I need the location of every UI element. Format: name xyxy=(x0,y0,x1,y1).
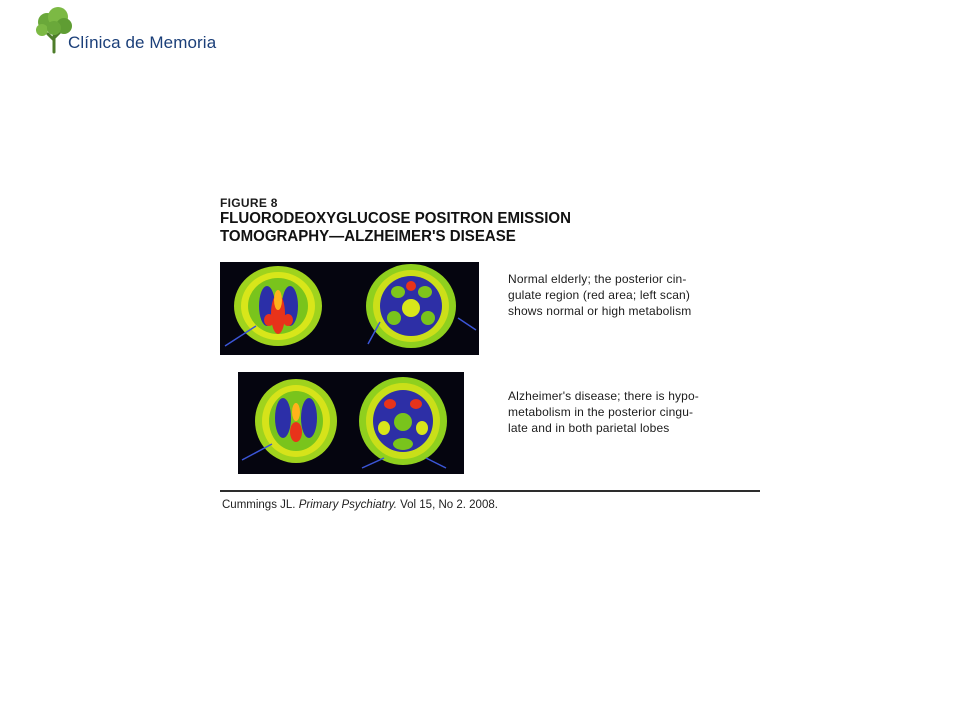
figure-card xyxy=(210,188,772,526)
pet-scan-image xyxy=(238,372,464,474)
clinic-name: Clínica de Memoria xyxy=(68,33,217,52)
citation-details: Vol 15, No 2. 2008. xyxy=(400,499,498,511)
caption-line: Normal elderly; the posterior cin- xyxy=(508,272,687,286)
caption-line: metabolism in the posterior cingu- xyxy=(508,405,694,419)
caption-alzheimers xyxy=(508,388,763,436)
caption-line: Alzheimer's disease; there is hypo- xyxy=(508,389,699,403)
figure-title xyxy=(220,210,643,246)
caption-line: gulate region (red area; left scan) xyxy=(508,288,691,302)
pet-scan-image xyxy=(220,262,479,355)
figure-title-line: FLUORODEOXYGLUCOSE POSITRON EMISSION xyxy=(220,210,571,227)
figure-title-line: TOMOGRAPHY—ALZHEIMER'S DISEASE xyxy=(220,228,516,245)
clinic-logo xyxy=(30,6,260,58)
citation-journal: Primary Psychiatry. xyxy=(298,499,397,511)
figure-divider xyxy=(220,490,760,492)
caption-normal-elderly xyxy=(508,271,763,319)
pet-scan-normal-elderly xyxy=(220,262,479,355)
caption-line: shows normal or high metabolism xyxy=(508,304,692,318)
pet-scan-alzheimers xyxy=(238,372,464,474)
citation-author: Cummings JL. xyxy=(222,499,296,511)
figure-citation xyxy=(222,499,498,511)
caption-line: late and in both parietal lobes xyxy=(508,421,670,435)
figure-label: FIGURE 8 xyxy=(220,196,278,210)
